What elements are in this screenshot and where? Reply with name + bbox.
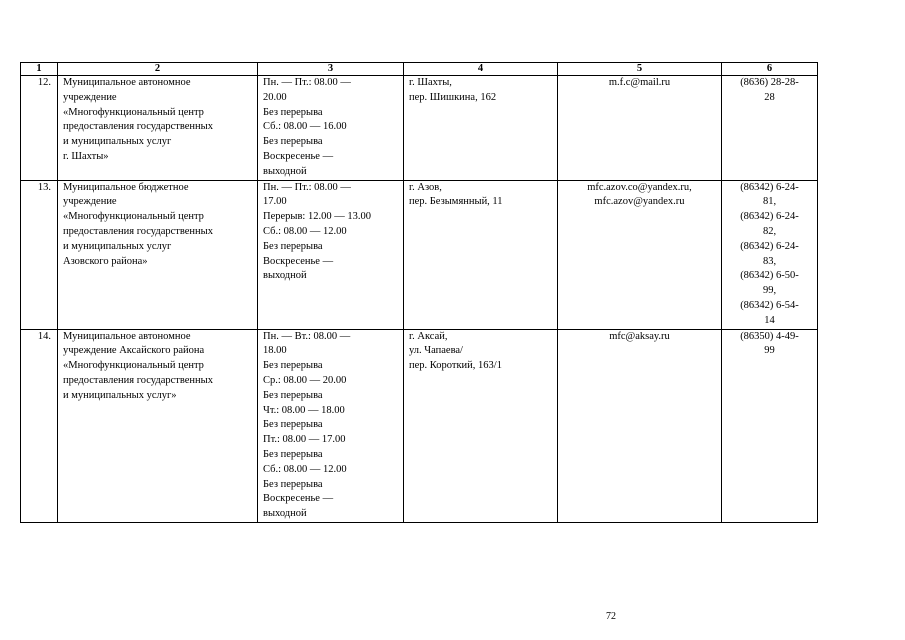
column-header: 5 — [558, 63, 722, 76]
phone-line: 82, — [762, 225, 777, 237]
page-number: 72 — [606, 611, 616, 622]
organization-name-cell — [58, 76, 258, 181]
phone-line: 99, — [762, 285, 777, 297]
work-schedule-line: Воскресенье — — [263, 493, 334, 505]
organization-name-line: учреждение Аксайского района — [63, 345, 205, 357]
email-line: m.f.c@mail.ru — [608, 77, 671, 88]
phone-line: 14 — [764, 314, 775, 326]
email-cell — [558, 180, 722, 329]
work-schedule-line: выходной — [263, 270, 307, 282]
organization-name-line: «Многофункциональный центр — [63, 106, 204, 118]
address-cell — [404, 180, 558, 329]
phone-line: (86342) 6-24- — [740, 240, 799, 252]
email-line: mfc.azov.co@yandex.ru, — [587, 181, 692, 193]
organization-name-line: Муниципальное автономное — [63, 77, 191, 88]
work-schedule-line: выходной — [263, 508, 307, 520]
table-header-row — [21, 63, 818, 76]
table-row — [21, 76, 818, 181]
organization-name-line: и муниципальных услуг — [63, 136, 172, 148]
organization-name-line: учреждение — [63, 196, 117, 208]
work-schedule-line: Пн. — Вт.: 08.00 — — [263, 330, 351, 342]
organization-name-line: и муниципальных услуг — [63, 240, 172, 252]
phone-cell — [722, 76, 818, 181]
organization-name-line: г. Шахты» — [63, 150, 109, 162]
phone-line: 28 — [764, 91, 775, 103]
organization-name-line: Муниципальное автономное — [63, 330, 191, 342]
organization-name-line: Муниципальное бюджетное — [63, 181, 189, 193]
organization-name-line: предоставления государственных — [63, 225, 213, 237]
column-header: 2 — [58, 63, 258, 76]
organization-name-line: «Многофункциональный центр — [63, 211, 204, 223]
email-cell — [558, 76, 722, 181]
work-schedule-line: Без перерыва — [263, 478, 323, 490]
phone-line: (86342) 6-54- — [740, 299, 799, 311]
mfc-table-container — [20, 62, 818, 523]
organization-name-line: Азовского района» — [63, 255, 148, 267]
phone-line: (86350) 4-49- — [740, 330, 799, 342]
work-schedule-line: Пн. — Пт.: 08.00 — — [263, 181, 351, 193]
work-schedule-line: Воскресенье — — [263, 255, 334, 267]
phone-line: (8636) 28-28- — [740, 77, 799, 88]
work-schedule-line: Перерыв: 12.00 — 13.00 — [263, 211, 371, 223]
phone-line: 81, — [762, 196, 777, 208]
work-schedule-line: Сб.: 08.00 — 12.00 — [263, 463, 347, 475]
address-cell — [404, 329, 558, 522]
work-schedule-cell — [258, 329, 404, 522]
work-schedule-line: Пн. — Пт.: 08.00 — — [263, 77, 351, 88]
row-number-cell: 12. — [21, 76, 58, 181]
address-line: г. Шахты, — [409, 77, 452, 88]
phone-cell — [722, 329, 818, 522]
work-schedule-line: 18.00 — [263, 345, 287, 357]
table-row — [21, 180, 818, 329]
email-line: mfc@aksay.ru — [609, 330, 670, 342]
address-line: пер. Шишкина, 162 — [409, 91, 497, 103]
organization-name-line: предоставления государственных — [63, 374, 213, 386]
address-line: пер. Короткий, 163/1 — [409, 360, 502, 372]
column-header: 3 — [258, 63, 404, 76]
work-schedule-line: 17.00 — [263, 196, 287, 208]
column-header: 6 — [722, 63, 818, 76]
table-body — [21, 76, 818, 523]
row-number-cell: 14. — [21, 329, 58, 522]
address-line: г. Аксай, — [409, 330, 448, 342]
work-schedule-line: Чт.: 08.00 — 18.00 — [263, 404, 345, 416]
work-schedule-line: Без перерыва — [263, 136, 323, 148]
address-cell — [404, 76, 558, 181]
work-schedule-line: Без перерыва — [263, 389, 323, 401]
work-schedule-line: Воскресенье — — [263, 150, 334, 162]
phone-line: (86342) 6-24- — [740, 181, 799, 193]
email-cell — [558, 329, 722, 522]
organization-name-line: предоставления государственных — [63, 121, 213, 133]
work-schedule-line: Сб.: 08.00 — 12.00 — [263, 225, 347, 237]
phone-line: (86342) 6-50- — [740, 270, 799, 282]
work-schedule-line: Пт.: 08.00 — 17.00 — [263, 434, 346, 446]
organization-name-cell — [58, 329, 258, 522]
mfc-table — [20, 62, 818, 523]
row-number-cell: 13. — [21, 180, 58, 329]
work-schedule-line: Без перерыва — [263, 360, 323, 372]
work-schedule-line: Без перерыва — [263, 240, 323, 252]
work-schedule-cell — [258, 76, 404, 181]
phone-cell — [722, 180, 818, 329]
work-schedule-cell — [258, 180, 404, 329]
table-row — [21, 329, 818, 522]
organization-name-cell — [58, 180, 258, 329]
work-schedule-line: 20.00 — [263, 91, 287, 103]
organization-name-line: учреждение — [63, 91, 117, 103]
address-line: г. Азов, — [409, 181, 442, 193]
phone-line: 99 — [764, 345, 775, 357]
work-schedule-line: Без перерыва — [263, 419, 323, 431]
work-schedule-line: Сб.: 08.00 — 16.00 — [263, 121, 347, 133]
address-line: пер. Безымянный, 11 — [409, 196, 503, 208]
organization-name-line: и муниципальных услуг» — [63, 389, 177, 401]
column-header: 4 — [404, 63, 558, 76]
address-line: ул. Чапаева/ — [409, 345, 463, 357]
column-header: 1 — [21, 63, 58, 76]
work-schedule-line: Без перерыва — [263, 448, 323, 460]
phone-line: 83, — [762, 255, 777, 267]
organization-name-line: «Многофункциональный центр — [63, 360, 204, 372]
work-schedule-line: Без перерыва — [263, 106, 323, 118]
email-line: mfc.azov@yandex.ru — [594, 196, 685, 208]
work-schedule-line: выходной — [263, 165, 307, 177]
work-schedule-line: Ср.: 08.00 — 20.00 — [263, 374, 347, 386]
phone-line: (86342) 6-24- — [740, 211, 799, 223]
